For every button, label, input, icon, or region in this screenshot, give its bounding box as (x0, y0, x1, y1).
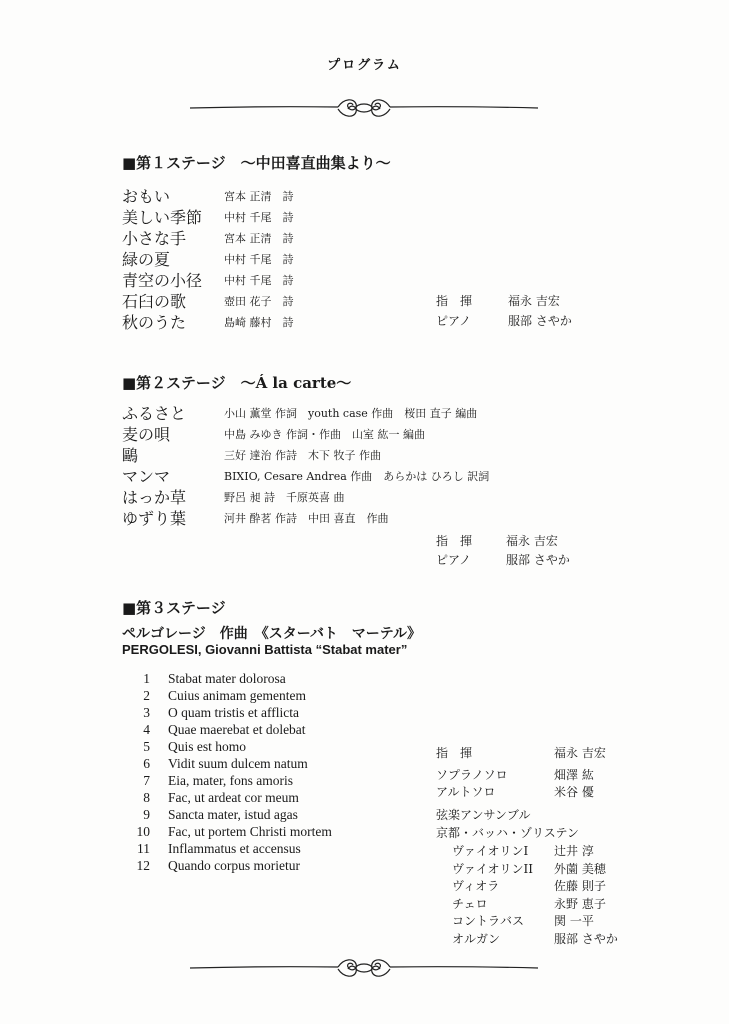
song-title: マンマ (122, 467, 171, 486)
song-credit: 中島 みゆき 作詞・作曲 山室 紘一 編曲 (224, 428, 425, 441)
player-name: 佐藤 則子 (554, 879, 606, 893)
page-title: プログラム (327, 58, 402, 73)
movement-number: 11 (137, 841, 150, 856)
player-role: コントラバス (452, 914, 525, 928)
player-role: ヴァイオリンII (452, 861, 534, 876)
movement-number: 1 (143, 671, 150, 686)
song-title: ゆずり葉 (122, 509, 187, 528)
ensemble-label: 弦楽アンサンブル (436, 808, 531, 822)
ornament-divider-icon (188, 956, 540, 980)
staff-name: 服部 さやか (508, 314, 572, 328)
movement-title: Stabat mater dolorosa (168, 671, 286, 686)
movement-title: Eia, mater, fons amoris (168, 773, 294, 788)
movement-number: 12 (136, 858, 150, 873)
player-name: 関 一平 (554, 914, 594, 928)
song-title: 石臼の歌 (122, 292, 187, 311)
movement-number: 4 (143, 722, 150, 737)
song-credit: 小山 薫堂 作詞 youth case 作曲 桜田 直子 編曲 (224, 407, 478, 420)
soloist-role: ソプラノソロ (436, 768, 508, 782)
song-credit: 中村 千尾 詩 (224, 274, 294, 287)
movement-title: Quando corpus morietur (168, 858, 300, 873)
staff-name: 福永 吉宏 (508, 294, 560, 308)
movement-title: Vidit suum dulcem natum (168, 756, 308, 771)
song-credit: 三好 達治 作詩 木下 牧子 作曲 (224, 449, 381, 462)
stage3-subtitle-jp: ペルゴレージ 作曲 《スターバト マーテル》 (122, 626, 422, 642)
player-role: ヴァイオリンI (452, 844, 529, 858)
movement-title: Fac, ut ardeat cor meum (168, 790, 299, 805)
soloist-name: 畑澤 紘 (554, 768, 594, 782)
movement-title: O quam tristis et afflicta (168, 705, 299, 720)
song-credit: 中村 千尾 詩 (224, 253, 294, 266)
stage3-conductor-name: 福永 吉宏 (554, 746, 606, 760)
song-credit: 宮本 正清 詩 (224, 190, 294, 203)
song-title: 青空の小径 (122, 271, 203, 290)
stage3-conductor-role: 指 揮 (436, 746, 473, 760)
staff-name: 福永 吉宏 (506, 534, 558, 548)
staff-role: ピアノ (436, 314, 472, 328)
song-credit: 野呂 昶 詩 千原英喜 曲 (224, 491, 345, 504)
song-title: 小さな手 (122, 229, 187, 248)
player-name: 服部 さやか (554, 931, 618, 946)
movement-number: 3 (143, 705, 150, 720)
song-credit: 壺田 花子 詩 (224, 295, 294, 308)
movement-number: 5 (143, 739, 150, 754)
movement-title: Quis est homo (168, 739, 247, 754)
soloist-role: アルトソロ (436, 785, 496, 799)
ornament-divider-icon (188, 96, 540, 120)
song-credit: BIXIO, Cesare Andrea 作曲 あらかは ひろし 訳詞 (224, 470, 490, 483)
stage3-subtitle-en: PERGOLESI, Giovanni Battista “Stabat mater” (122, 642, 408, 657)
movement-title: Inflammatus et accensus (168, 841, 301, 856)
staff-role: 指 揮 (436, 294, 473, 308)
song-credit: 宮本 正清 詩 (224, 232, 294, 245)
movement-title: Sancta mater, istud agas (168, 807, 298, 822)
movement-number: 9 (143, 807, 150, 822)
song-title: はっか草 (122, 488, 187, 507)
ensemble-name: 京都・バッハ・ゾリステン (436, 826, 579, 840)
song-title: 美しい季節 (122, 208, 203, 227)
song-credit: 島崎 藤村 詩 (224, 316, 294, 329)
movement-title: Cuius animam gementem (168, 688, 306, 703)
movement-number: 10 (136, 824, 150, 839)
movement-title: Fac, ut portem Christi mortem (168, 824, 332, 839)
stage2-heading: ■第２ステージ ～Á la carte～ (122, 374, 352, 392)
song-credit: 中村 千尾 詩 (224, 211, 294, 224)
player-name: 辻井 淳 (554, 844, 594, 858)
movement-number: 7 (143, 773, 150, 788)
movement-number: 6 (143, 756, 150, 771)
soloist-name: 米谷 優 (554, 785, 594, 799)
staff-name: 服部 さやか (506, 553, 570, 567)
song-title: 秋のうた (122, 313, 187, 332)
movement-number: 8 (143, 790, 150, 805)
player-name: 永野 恵子 (554, 896, 606, 911)
movement-title: Quae maerebat et dolebat (168, 722, 306, 737)
song-title: 麦の唄 (122, 425, 171, 444)
player-name: 外薗 美穂 (554, 861, 606, 876)
movement-number: 2 (143, 688, 150, 703)
staff-role: 指 揮 (436, 534, 473, 548)
player-role: オルガン (452, 931, 501, 946)
staff-role: ピアノ (436, 553, 472, 567)
song-title: 緑の夏 (122, 250, 171, 269)
stage3-heading: ■第３ステージ (122, 599, 226, 617)
song-title: おもい (122, 187, 171, 206)
song-title: 鷗 (122, 446, 139, 465)
player-role: ヴィオラ (452, 879, 500, 893)
song-title: ふるさと (122, 404, 187, 423)
song-credit: 河井 酔茗 作詩 中田 喜直 作曲 (224, 512, 389, 525)
stage1-heading: ■第１ステージ ～中田喜直曲集より～ (122, 154, 391, 172)
player-role: チェロ (452, 896, 488, 911)
